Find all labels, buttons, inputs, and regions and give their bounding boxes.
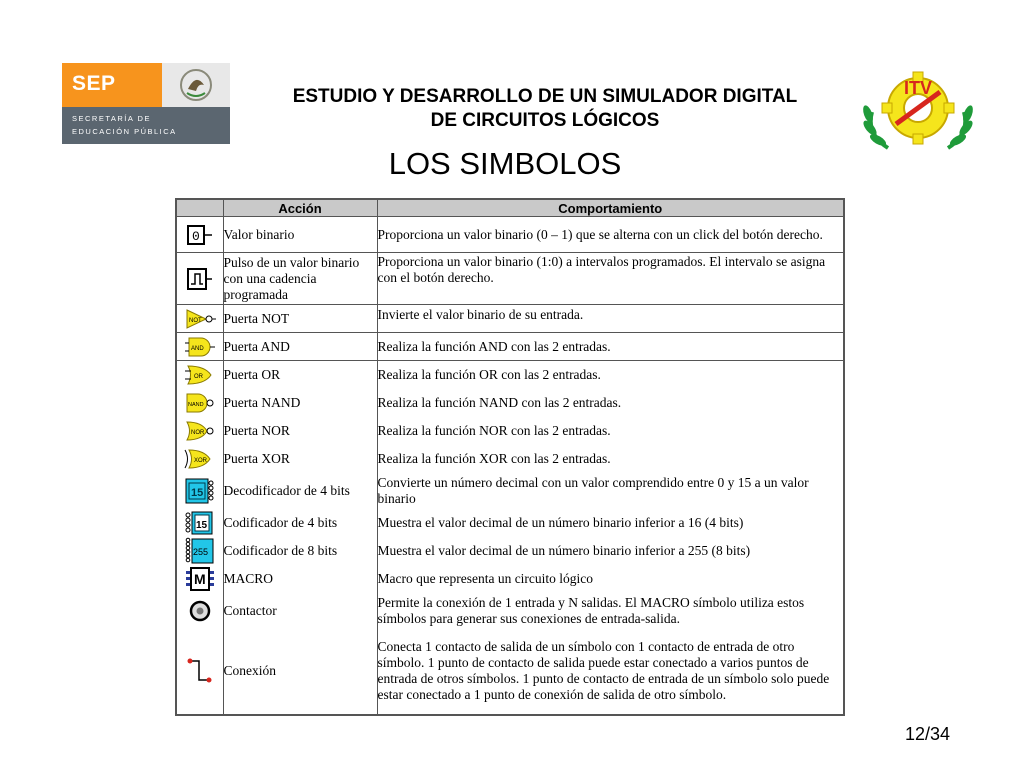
title-line-1: ESTUDIO Y DESARROLLO DE UN SIMULADOR DIGITAL <box>292 86 798 107</box>
behavior-cell: Muestra el valor decimal de un número binario inferior a 16 (4 bits) <box>377 509 844 537</box>
decoder-4bit-icon <box>185 478 215 504</box>
not-label: NOT <box>188 317 202 324</box>
macro-label: M <box>193 570 206 587</box>
encoder-8bit-icon <box>185 537 215 565</box>
or-label: OR <box>193 373 203 380</box>
table-row <box>176 305 844 333</box>
behavior-cell: Realiza la función NOR con las 2 entradas. <box>377 417 844 445</box>
action-cell: Puerta NAND <box>223 389 377 417</box>
action-cell: Puerta NOT <box>223 305 377 333</box>
itv-logo <box>858 64 978 154</box>
table-row <box>176 537 844 565</box>
mexico-shield-icon <box>162 63 230 107</box>
behavior-cell: Convierte un número decimal con un valor comprendido entre 0 y 15 a un valor binario <box>377 473 844 509</box>
action-cell: Puerta NOR <box>223 417 377 445</box>
action-cell: Pulso de un valor binario con una cadencia programada <box>223 253 377 305</box>
table-row <box>176 629 844 715</box>
table-row <box>176 361 844 389</box>
enc4-label: 15 <box>195 519 207 531</box>
table-row <box>176 333 844 361</box>
xor-gate-icon <box>184 448 216 470</box>
slide-title <box>236 85 854 133</box>
table-row <box>176 509 844 537</box>
connection-icon <box>185 658 215 684</box>
xor-label: XOR <box>193 457 207 464</box>
dec4-label: 15 <box>190 486 203 499</box>
behavior-cell: Realiza la función NAND con las 2 entradas. <box>377 389 844 417</box>
sep-brand: SEP <box>72 72 116 95</box>
behavior-cell: Proporciona un valor binario (1:0) a intervalos programados. El intervalo se asigna con el botón derecho. <box>377 253 844 305</box>
contact-icon <box>189 600 211 622</box>
header-action: Acción <box>223 199 377 217</box>
clock-pulse-icon <box>187 268 213 290</box>
or-gate-icon <box>185 364 215 386</box>
table-row <box>176 417 844 445</box>
sep-line-1: SECRETARÍA DE <box>72 114 151 123</box>
table-row <box>176 473 844 509</box>
behavior-cell: Conecta 1 contacto de salida de un símbolo con 1 contacto de entrada de otro símbolo. 1 punto de contacto de salida puede estar conectado a varios puntos de entrada de otros símbolos. 1 punto de contacto de entrada de un símbolo solo puede estar conectado a 1 punto de conexión de salida de otro símbolo. <box>377 629 844 715</box>
binary-digit: 0 <box>191 228 200 244</box>
table-row <box>176 445 844 473</box>
behavior-cell: Proporciona un valor binario (0 – 1) que se alterna con un click del botón derecho. <box>377 217 844 253</box>
table-row <box>176 593 844 629</box>
behavior-cell: Realiza la función XOR con las 2 entradas. <box>377 445 844 473</box>
action-cell: Codificador de 4 bits <box>223 509 377 537</box>
action-cell: Decodificador de 4 bits <box>223 473 377 509</box>
action-cell: Conexión <box>223 629 377 715</box>
action-cell: MACRO <box>223 565 377 593</box>
behavior-cell: Muestra el valor decimal de un número binario inferior a 255 (8 bits) <box>377 537 844 565</box>
nor-label: NOR <box>190 429 205 436</box>
header-icon-cell <box>176 199 223 217</box>
title-line-2: DE CIRCUITOS LÓGICOS <box>430 110 660 131</box>
behavior-cell: Permite la conexión de 1 entrada y N salidas. El MACRO símbolo utiliza estos símbolos para generar sus conexiones de entrada-salida. <box>377 593 844 629</box>
nand-gate-icon <box>184 392 216 414</box>
not-gate-icon <box>184 308 216 330</box>
page-number: 12/34 <box>905 724 951 744</box>
table-row <box>176 565 844 593</box>
sep-line-2: EDUCACIÓN PÚBLICA <box>72 127 177 136</box>
symbols-table <box>175 198 845 716</box>
behavior-cell: Invierte el valor binario de su entrada. <box>377 305 844 333</box>
and-gate-icon <box>185 336 215 358</box>
action-cell: Puerta OR <box>223 361 377 389</box>
behavior-cell: Realiza la función AND con las 2 entradas. <box>377 333 844 361</box>
sep-logo <box>62 63 230 144</box>
table-header-row <box>176 199 844 217</box>
table-row <box>176 253 844 305</box>
behavior-cell: Realiza la función OR con las 2 entradas. <box>377 361 844 389</box>
header-behavior: Comportamiento <box>377 199 844 217</box>
itv-text: ITV <box>904 78 933 98</box>
action-cell: Valor binario <box>223 217 377 253</box>
action-cell: Puerta XOR <box>223 445 377 473</box>
table-row <box>176 217 844 253</box>
action-cell: Codificador de 8 bits <box>223 537 377 565</box>
nand-label: NAND <box>187 401 204 408</box>
action-cell: Puerta AND <box>223 333 377 361</box>
enc8-label: 255 <box>192 546 208 557</box>
and-label: AND <box>190 345 204 352</box>
nor-gate-icon <box>184 420 216 442</box>
action-cell: Contactor <box>223 593 377 629</box>
encoder-4bit-icon <box>185 510 215 536</box>
macro-icon <box>185 567 215 591</box>
table-row <box>176 389 844 417</box>
binary-input-icon <box>187 225 213 245</box>
behavior-cell: Macro que representa un circuito lógico <box>377 565 844 593</box>
slide-subtitle: LOS SIMBOLOS <box>388 146 622 181</box>
